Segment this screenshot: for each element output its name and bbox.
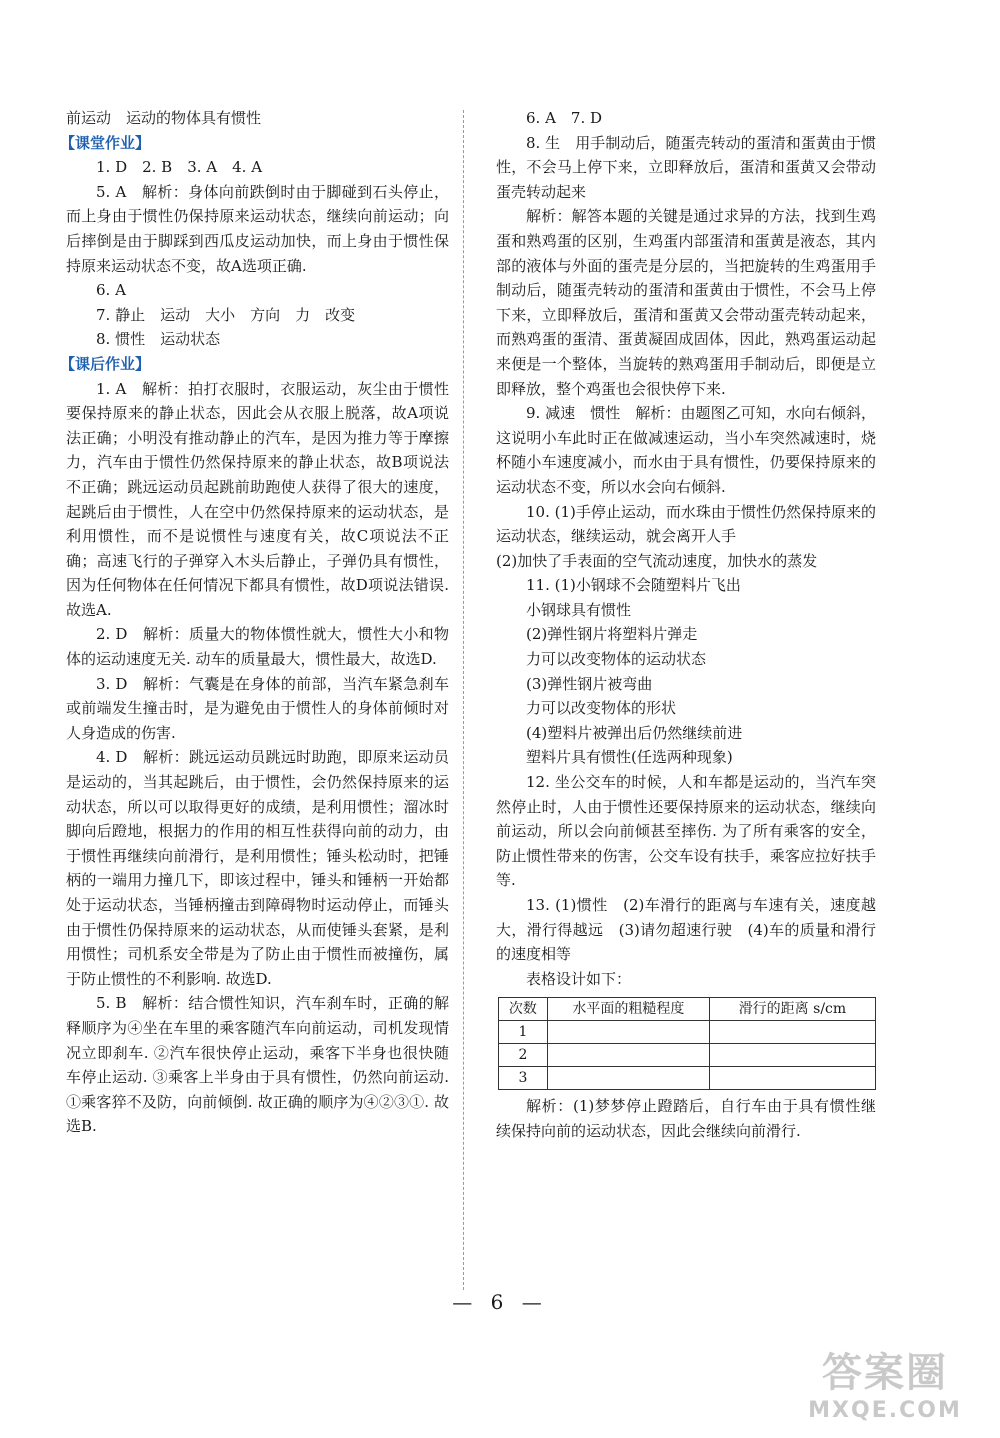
answer-line: 11. (1)小钢球不会随塑料片飞出 — [526, 576, 741, 595]
answer-line: 力可以改变物体的形状 — [526, 699, 677, 718]
table-cell: 1 — [499, 1021, 548, 1044]
watermark-text: 答案圈 — [822, 1350, 948, 1396]
table-intro: 表格设计如下： — [526, 969, 632, 988]
answer-line: (3)弹性钢片被弯曲 — [526, 674, 653, 693]
answer-line: (4)塑料片被弹出后仍然继续前进 — [526, 723, 743, 742]
answer-line: 8. 惯性 运动状态 — [96, 330, 221, 349]
section-tag-classwork: 【课堂作业】 — [60, 133, 151, 152]
table-row — [499, 1044, 876, 1067]
table-header-row — [499, 998, 876, 1021]
table-row — [499, 1067, 876, 1090]
answer-line: 塑料片具有惯性(任选两种现象) — [526, 748, 733, 767]
answer-paragraph: 10. (1)手停止运动，而水珠由于惯性仍然保持原来的运动状态，继续运动，就会离开人手 — [496, 502, 876, 546]
table-row — [499, 1021, 876, 1044]
answer-paragraph: 3. D 解析：气囊是在身体的前部，当汽车紧急刹车或前端发生撞击时，是为避免由于惯性人的身体前倾时对人身造成的伤害. — [66, 674, 449, 742]
section-tag-homework: 【课后作业】 — [60, 354, 151, 373]
answer-line: 1. D 2. B 3. A 4. A — [96, 158, 263, 177]
answer-paragraph: 13. (1)惯性 (2)车滑行的距离与车速有关，速度越大，滑行得越远 (3)请勿超速行驶 (4)车的质量和滑行的速度相等 — [496, 896, 876, 964]
answer-paragraph: 5. A 解析：身体向前跌倒时由于脚碰到石头停止，而上身由于惯性仍保持原来运动状态，继续向前运动；向后摔倒是由于脚踩到西瓜皮运动加快，而上身由于惯性保持原来运动状态不变，故A选项正确. — [66, 182, 449, 275]
column-divider — [463, 110, 464, 1290]
answer-paragraph: 5. B 解析：结合惯性知识，汽车刹车时，正确的解释顺序为④坐在车里的乘客随汽车向前运动，司机发现情况立即刹车. ②汽车很快停止运动，乘客下半身也很快随车停止运动. ③乘客上半身由于具有惯性，仍然向前运动. ①乘客猝不及防，向前倾倒. 故正确的顺序为④②③①. 故选B. — [66, 994, 449, 1136]
answer-paragraph: 解析：(1)梦梦停止蹬踏后，自行车由于具有惯性继续保持向前的运动状态，因此会继续向前滑行. — [496, 1097, 876, 1140]
watermark-logo — [790, 1348, 980, 1432]
continued-line: 前运动 运动的物体具有惯性 — [66, 109, 262, 127]
right-column — [496, 106, 876, 1144]
table-cell — [709, 1044, 875, 1067]
answer-line: 6. A — [96, 281, 126, 300]
answer-line: 小钢球具有惯性 — [526, 600, 632, 619]
answer-paragraph: 2. D 解析：质量大的物体惯性就大，惯性大小和物体的运动速度无关. 动车的质量最大，惯性最大，故选D. — [66, 625, 449, 669]
table-header-cell: 滑行的距离 s/cm — [709, 998, 875, 1021]
answer-line: 6. A 7. D — [526, 109, 603, 127]
watermark-url: MXQE.COM — [808, 1398, 962, 1423]
answer-paragraph: 9. 减速 惯性 解析：由题图乙可知，水向右倾斜，这说明小车此时正在做减速运动，当小车突然减速时，烧杯随小车速度减小，而水由于具有惯性，仍要保持原来的运动状态不变，所以水会向右倾斜. — [496, 404, 876, 496]
table-cell: 2 — [499, 1044, 548, 1067]
table-header-cell: 水平面的粗糙程度 — [547, 998, 709, 1021]
table-cell — [547, 1021, 709, 1044]
answer-paragraph: 12. 坐公交车的时候，人和车都是运动的，当汽车突然停止时，人由于惯性还要保持原来的运动状态，继续向前运动，所以会向前倾甚至摔伤. 为了所有乘客的安全，防止惯性带来的伤害，公交车设有扶手，乘客应拉好扶手等. — [496, 773, 876, 890]
table-cell — [709, 1067, 875, 1090]
answer-line: (2)弹性钢片将塑料片弹走 — [526, 625, 698, 644]
table-cell: 3 — [499, 1067, 548, 1090]
table-header-cell: 次数 — [499, 998, 548, 1021]
table-cell — [709, 1021, 875, 1044]
table-cell — [547, 1044, 709, 1067]
design-table — [498, 997, 876, 1090]
left-column — [60, 106, 449, 1139]
answer-paragraph: 解析：解答本题的关键是通过求异的方法，找到生鸡蛋和熟鸡蛋的区别，生鸡蛋内部蛋清和蛋黄是液态，其内部的液体与外面的蛋壳是分层的，当把旋转的生鸡蛋用手制动后，随蛋壳转动的蛋清和蛋黄由于惯性，不会马上停下来，立即释放后，蛋清和蛋黄又会带动蛋壳转动起来，而熟鸡蛋的蛋清、蛋黄凝固成固体，因此，熟鸡蛋运动起来便是一个整体，当旋转的熟鸡蛋用手制动后，即便是立即释放，整个鸡蛋也会很快停下来. — [496, 207, 876, 398]
answer-line: 7. 静止 运动 大小 方向 力 改变 — [96, 305, 356, 324]
answer-paragraph: 8. 生 用手制动后，随蛋壳转动的蛋清和蛋黄由于惯性，不会马上停下来，立即释放后，蛋清和蛋黄又会带动蛋壳转动起来 — [496, 133, 876, 201]
answer-paragraph: 4. D 解析：跳远运动员跳远时助跑，即原来运动员是运动的，当其起跳后，由于惯性，会仍然保持原来的运动状态，所以可以取得更好的成绩，是利用惯性；溜冰时脚向后蹬地，根据力的作用的相互性获得向前的动力，由于惯性再继续向前滑行，是利用惯性；锤头松动时，把锤柄的一端用力撞几下，即该过程中，锤头和锤柄一开始都处于运动状态，当锤柄撞击到障碍物时运动停止，而锤头由于惯性仍保持原来的运动状态，从而使锤头套紧，是利用惯性；司机系安全带是为了防止由于惯性而被撞伤，属于防止惯性的不利影响. 故选D. — [66, 748, 449, 988]
page-number: — 6 — — [452, 1290, 548, 1314]
answer-paragraph: 1. A 解析：拍打衣服时，衣服运动，灰尘由于惯性要保持原来的静止状态，因此会从衣服上脱落，故A项说法正确；小明没有推动静止的汽车，是因为推力等于摩擦力，汽车由于惯性仍然保持原来的静止状态，故B项说法不正确；跳远运动员起跳前助跑使人获得了很大的速度，起跳后由于惯性，人在空中仍然保持原来的运动状态，是利用惯性，而不是说惯性与速度有关，故C项说法不正确；高速飞行的子弹穿入木头后静止，子弹仍具有惯性，因为任何物体在任何情况下都具有惯性，故D项说法错误. 故选A. — [66, 379, 449, 619]
answer-line: 力可以改变物体的运动状态 — [526, 650, 707, 669]
table-cell — [547, 1067, 709, 1090]
answer-line: (2)加快了手表面的空气流动速度，加快水的蒸发 — [496, 551, 818, 570]
